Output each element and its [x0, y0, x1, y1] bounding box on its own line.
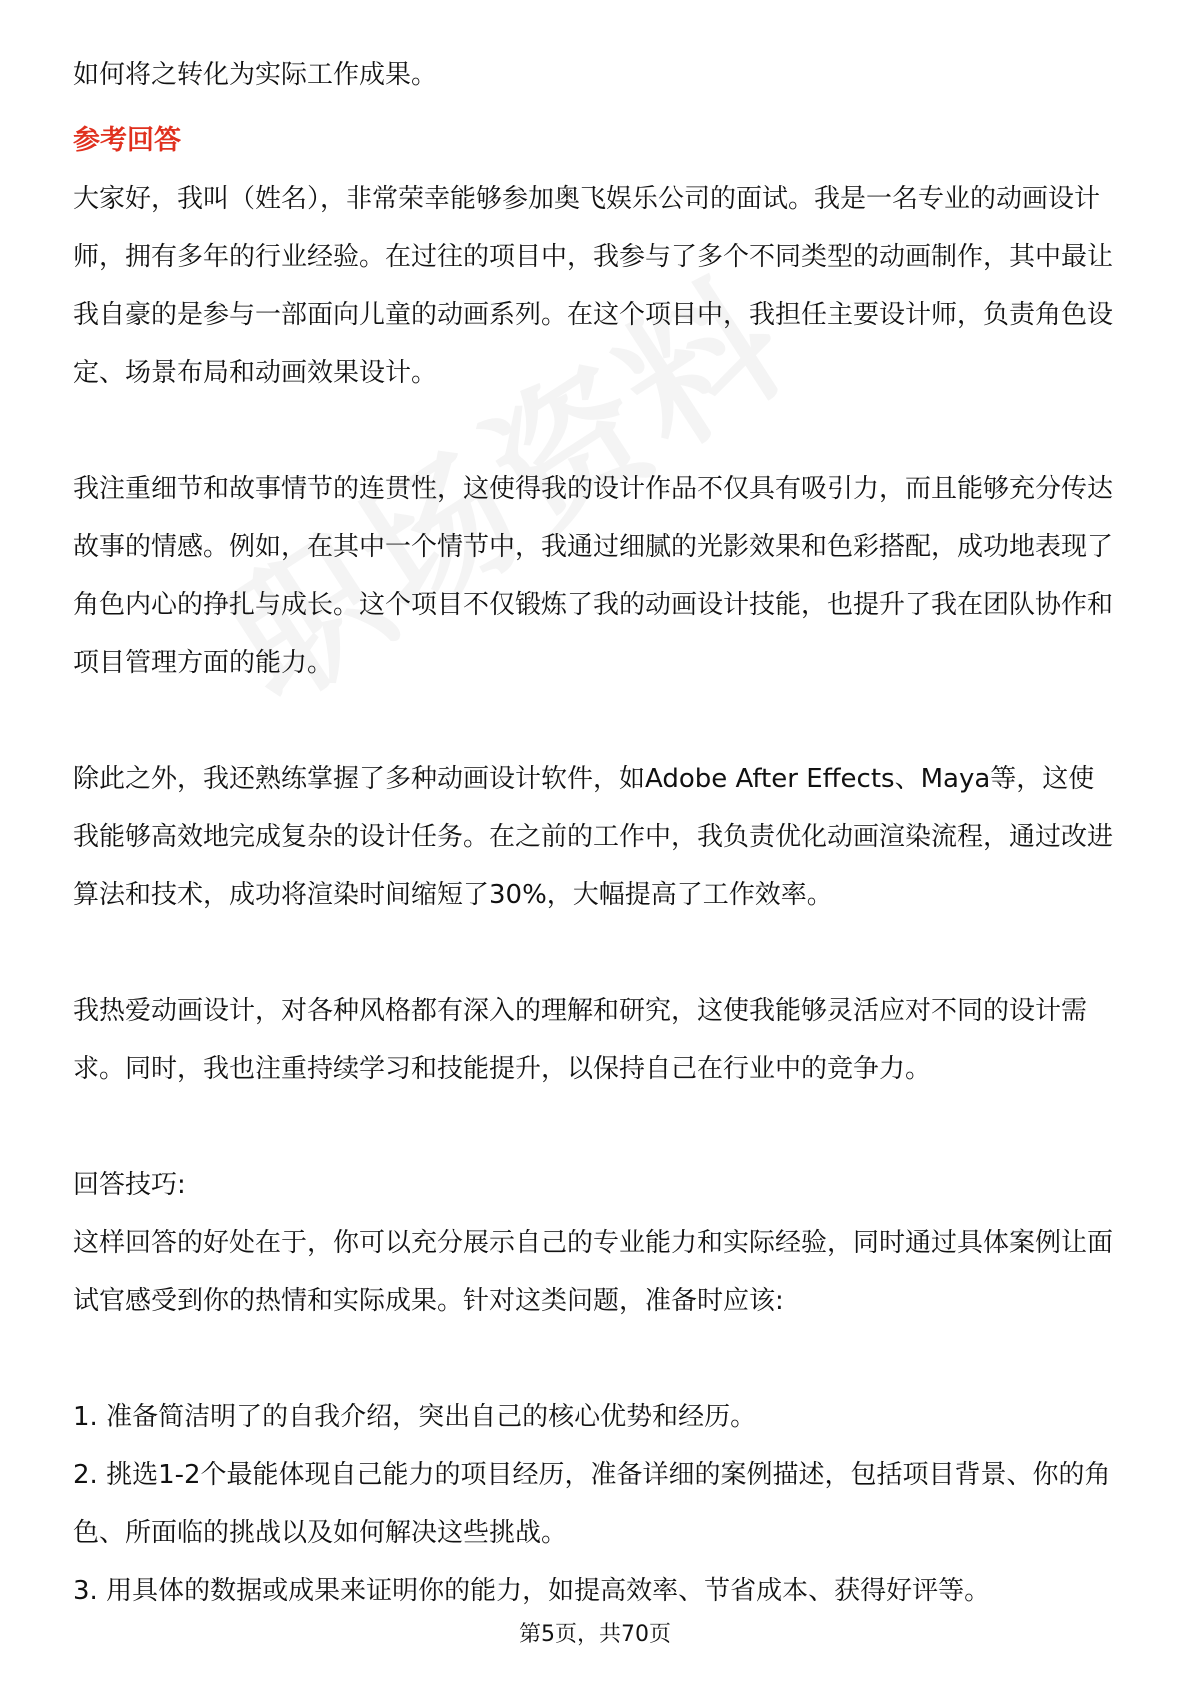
paragraph-spacer: [73, 1098, 1118, 1156]
paragraph-spacer: [73, 402, 1118, 460]
tips-intro: 这样回答的好处在于，你可以充分展示自己的专业能力和实际经验，同时通过具体案例让面试官感受到你的热情和实际成果。针对这类问题，准备时应该:: [73, 1228, 1114, 1316]
answer-paragraph-1: 大家好，我叫（姓名），非常荣幸能够参加奥飞娱乐公司的面试。我是一名专业的动画设计师，拥有多年的行业经验。在过往的项目中，我参与了多个不同类型的动画制作，其中最让我自豪的是参与一部面向儿童的动画系列。在这个项目中，我担任主要设计师，负责角色设定、场景布局和动画效果设计。: [73, 184, 1114, 388]
reference-answer-heading: 参考回答: [73, 125, 181, 156]
tip-item-1: 1. 准备简洁明了的自我介绍，突出自己的核心优势和经历。: [73, 1402, 757, 1432]
answer-paragraph-3: 除此之外，我还熟练掌握了多种动画设计软件，如Adobe After Effects、Maya等，这使我能够高效地完成复杂的设计任务。在之前的工作中，我负责优化动画渲染流程，通过改进算法和技术，成功将渲染时间缩短了30%，大幅提高了工作效率。: [73, 764, 1114, 910]
intro-line: 如何将之转化为实际工作成果。: [73, 60, 438, 90]
tips-heading: 回答技巧:: [73, 1170, 186, 1200]
page-content: [73, 46, 1118, 1620]
answer-paragraph-4: 我热爱动画设计，对各种风格都有深入的理解和研究，这使我能够灵活应对不同的设计需求。同时，我也注重持续学习和技能提升，以保持自己在行业中的竞争力。: [73, 996, 1088, 1084]
tip-item-3: 3. 用具体的数据或成果来证明你的能力，如提高效率、节省成本、获得好评等。: [73, 1576, 991, 1606]
paragraph-spacer: [73, 692, 1118, 750]
paragraph-spacer: [73, 924, 1118, 982]
paragraph-spacer: [73, 1330, 1118, 1388]
page-number-footer: 第5页，共70页: [519, 1622, 671, 1647]
tip-item-2: 2. 挑选1-2个最能体现自己能力的项目经历，准备详细的案例描述，包括项目背景、你的角色、所面临的挑战以及如何解决这些挑战。: [73, 1460, 1111, 1548]
answer-paragraph-2: 我注重细节和故事情节的连贯性，这使得我的设计作品不仅具有吸引力，而且能够充分传达故事的情感。例如，在其中一个情节中，我通过细腻的光影效果和色彩搭配，成功地表现了角色内心的挣扎与成长。这个项目不仅锻炼了我的动画设计技能，也提升了我在团队协作和项目管理方面的能力。: [73, 474, 1114, 678]
